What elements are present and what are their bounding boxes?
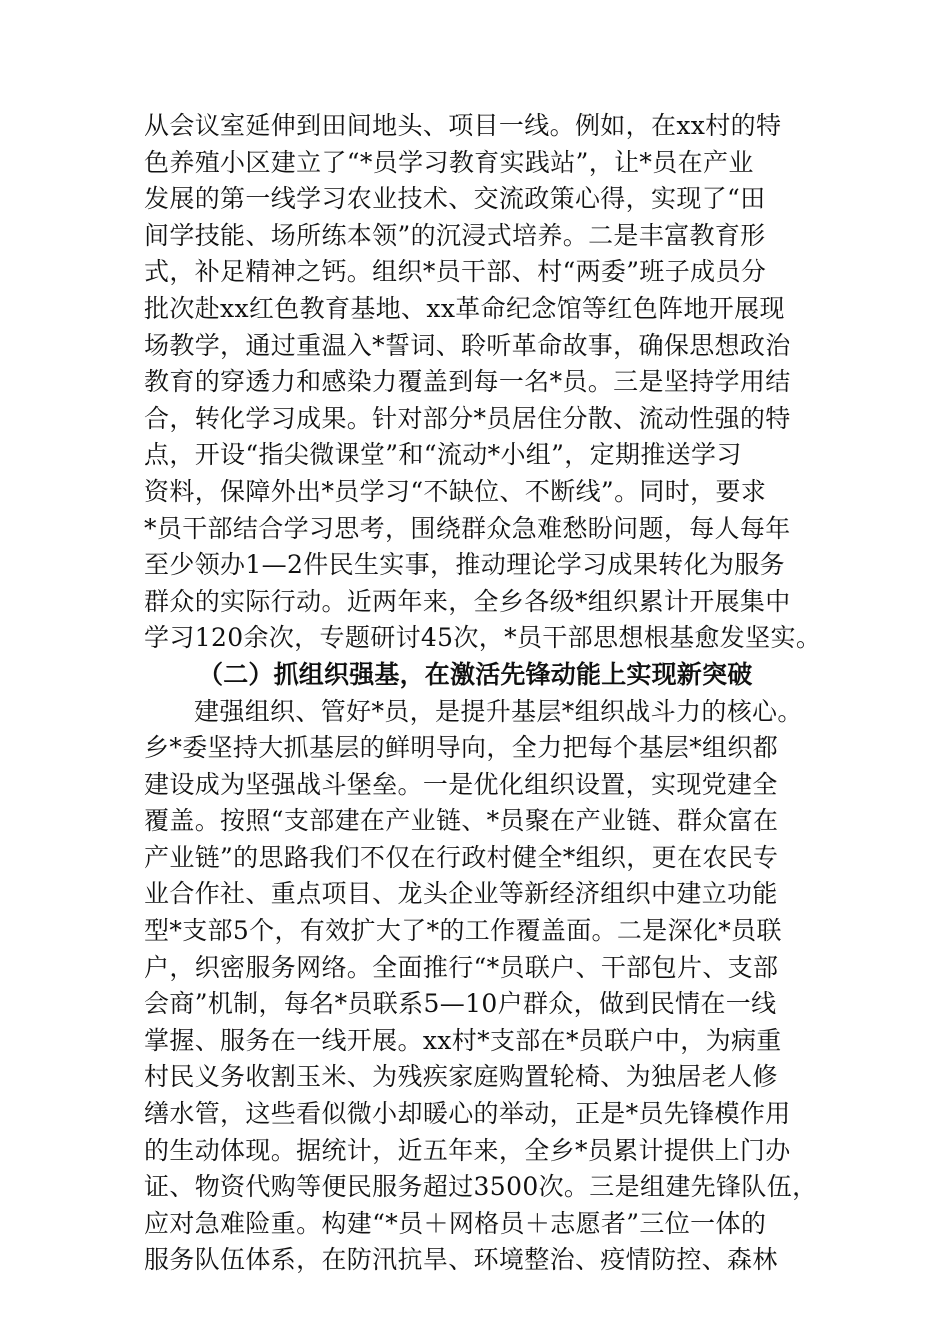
text-line: 应对急难险重。构建“*员＋网格员＋志愿者”三位一体的 — [144, 1208, 767, 1238]
text-line: 点，开设“指尖微课堂”和“流动*小组”，定期推送学习 — [144, 440, 742, 470]
paragraph-section-two — [144, 694, 818, 1280]
text-line: 教育的穿透力和感染力覆盖到每一名*员。三是坚持学用结 — [144, 367, 791, 397]
text-line: 建强组织、管好*员，是提升基层*组织战斗力的核心。 — [194, 696, 803, 726]
text-line: 式，补足精神之钙。组织*员干部、村“两委”班子成员分 — [144, 257, 767, 287]
text-line: *员干部结合学习思考，围绕群众急难愁盼问题，每人每年 — [144, 513, 791, 543]
text-line: 乡*委坚持大抓基层的鲜明导向，全力把每个基层*组织都 — [144, 733, 779, 763]
paragraph-continued — [144, 108, 822, 657]
text-line: 证、物资代购等便民服务超过3500次。三是组建先锋队伍， — [144, 1172, 818, 1202]
text-line: 建设成为坚强战斗堡垒。一是优化组织设置，实现党建全 — [144, 769, 778, 799]
text-line: 户，织密服务网络。全面推行“*员联户、干部包片、支部 — [144, 952, 779, 982]
text-line: 的生动体现。据统计，近五年来，全乡*员累计提供上门办 — [144, 1135, 791, 1165]
text-line: 发展的第一线学习农业技术、交流政策心得，实现了“田 — [144, 184, 766, 214]
text-line: 业合作社、重点项目、龙头企业等新经济组织中建立功能 — [144, 879, 778, 909]
section-heading: （二）抓组织强基，在激活先锋动能上实现新突破 — [198, 659, 753, 689]
text-line: 从会议室延伸到田间地头、项目一线。例如，在xx村的特 — [144, 111, 782, 140]
text-line: 资料，保障外出*员学习“不缺位、不断线”。同时，要求 — [144, 476, 767, 506]
text-line: 合，转化学习成果。针对部分*员居住分散、流动性强的特 — [144, 403, 791, 433]
text-line: 掌握、服务在一线开展。xx村*支部在*员联户中，为病重 — [144, 1025, 782, 1055]
text-line: 色养殖小区建立了“*员学习教育实践站”，让*员在产业 — [144, 147, 754, 177]
text-line: 村民义务收割玉米、为残疾家庭购置轮椅、为独居老人修 — [144, 1062, 778, 1092]
text-line: 批次赴xx红色教育基地、xx革命纪念馆等红色阵地开展现 — [144, 293, 785, 323]
text-line: 服务队伍体系，在防汛抗旱、环境整治、疫情防控、森林 — [144, 1245, 778, 1275]
text-line: 群众的实际行动。近两年来，全乡各级*组织累计开展集中 — [144, 586, 791, 616]
body-text — [144, 108, 822, 1279]
text-line: 间学技能、场所练本领”的沉浸式培养。二是丰富教育形 — [144, 220, 766, 250]
text-line: 产业链”的思路我们不仅在行政村健全*组织，更在农民专 — [144, 842, 779, 872]
text-line: 缮水管，这些看似微小却暖心的举动，正是*员先锋模作用 — [144, 1099, 791, 1129]
text-line: 至少领办1—2件民生实事，推动理论学习成果转化为服务 — [144, 550, 785, 580]
text-line: 会商”机制，每名*员联系5—10户群众，做到民情在一线 — [144, 989, 777, 1019]
text-line: 学习120余次，专题研讨45次，*员干部思想根基愈发坚实。 — [144, 623, 822, 653]
text-line: 覆盖。按照“支部建在产业链、*员聚在产业链、群众富在 — [144, 806, 779, 836]
text-line: 型*支部5个，有效扩大了*的工作覆盖面。二是深化*员联 — [144, 916, 782, 946]
text-line: 场教学，通过重温入*誓词、聆听革命故事，确保思想政治 — [144, 330, 791, 360]
